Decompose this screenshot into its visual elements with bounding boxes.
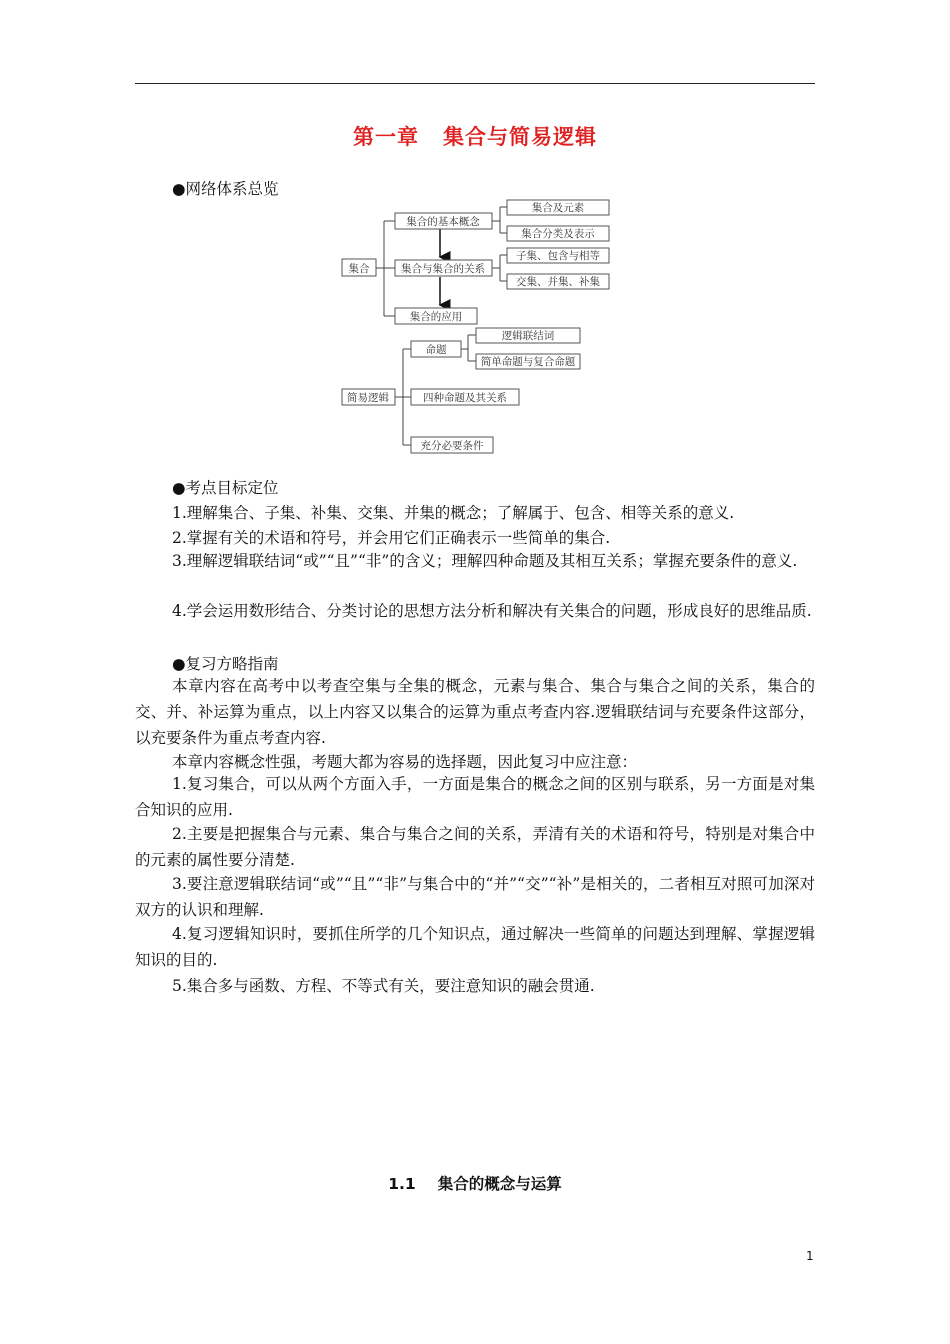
page-number: 1	[806, 1249, 814, 1263]
chapter-number: 第一章	[353, 125, 419, 149]
strategy-item: 3.要注意逻辑联结词“或”“且”“非”与集合中的“并”“交”“补”是相关的，二者相互对照可加深对双方的认识和理解.	[135, 875, 815, 919]
subsection-title	[0, 1172, 950, 1194]
section-strategy-heading: ●复习方略指南	[172, 655, 279, 673]
logic-root: 简易逻辑	[347, 392, 389, 404]
logic-node-four-propositions: 四种命题及其关系	[423, 392, 507, 404]
goal-item: 2.掌握有关的术语和符号，并会用它们正确表示一些简单的集合.	[172, 529, 611, 547]
subsection-name: 集合的概念与运算	[437, 1175, 562, 1193]
set-node-basic: 集合的基本概念	[406, 216, 480, 228]
goal-item: 1.理解集合、子集、补集、交集、并集的概念；了解属于、包含、相等关系的意义.	[172, 504, 735, 522]
set-leaf-elements: 集合及元素	[531, 202, 585, 214]
goal-item: 4.学会运用数形结合、分类讨论的思想方法分析和解决有关集合的问题，形成良好的思维品质.	[172, 602, 812, 620]
section-goals-heading: ●考点目标定位	[172, 479, 279, 497]
strategy-item: 2.主要是把握集合与元素、集合与集合之间的关系，弄清有关的术语和符号，特别是对集合中的元素的属性要分清楚.	[135, 825, 815, 869]
strategy-item: 1.复习集合，可以从两个方面入手，一方面是集合的概念之间的区别与联系，另一方面是对集合知识的应用.	[135, 775, 815, 819]
strategy-intro: 本章内容概念性强，考题大都为容易的选择题，因此复习中应注意：	[172, 753, 638, 771]
logic-node-conditions: 充分必要条件	[420, 440, 484, 452]
set-leaf-classification: 集合分类及表示	[521, 228, 595, 240]
chapter-title	[0, 121, 950, 151]
header-rule	[135, 83, 815, 84]
chapter-name: 集合与简易逻辑	[443, 125, 597, 149]
strategy-item: 5.集合多与函数、方程、不等式有关，要注意知识的融会贯通.	[172, 977, 595, 995]
logic-node-proposition: 命题	[425, 344, 447, 356]
strategy-intro: 本章内容在高考中以考查空集与全集的概念，元素与集合、集合与集合之间的关系，集合的交、并、补运算为重点，以上内容又以集合的运算为重点考查内容.逻辑联结词与充要条件这部分，以充要条件为重点考查内容.	[135, 677, 815, 747]
set-node-relation: 集合与集合的关系	[401, 263, 485, 275]
strategy-item: 4.复习逻辑知识时，要抓住所学的几个知识点，通过解决一些简单的问题达到理解、掌握逻辑知识的目的.	[135, 925, 815, 969]
knowledge-diagram	[330, 195, 620, 457]
set-node-application: 集合的应用	[409, 311, 463, 323]
subsection-number: 1.1	[388, 1175, 416, 1193]
goal-item: 3.理解逻辑联结词“或”“且”“非”的含义；理解四种命题及其相互关系；掌握充要条件的意义.	[172, 552, 798, 570]
set-root: 集合	[348, 263, 370, 275]
logic-leaf-compound: 简单命题与复合命题	[480, 356, 576, 368]
logic-leaf-connectives: 逻辑联结词	[501, 330, 555, 342]
set-leaf-subset: 子集、包含与相等	[516, 250, 600, 262]
section-network-heading: ●网络体系总览	[172, 180, 279, 198]
set-leaf-operations: 交集、并集、补集	[516, 276, 600, 288]
